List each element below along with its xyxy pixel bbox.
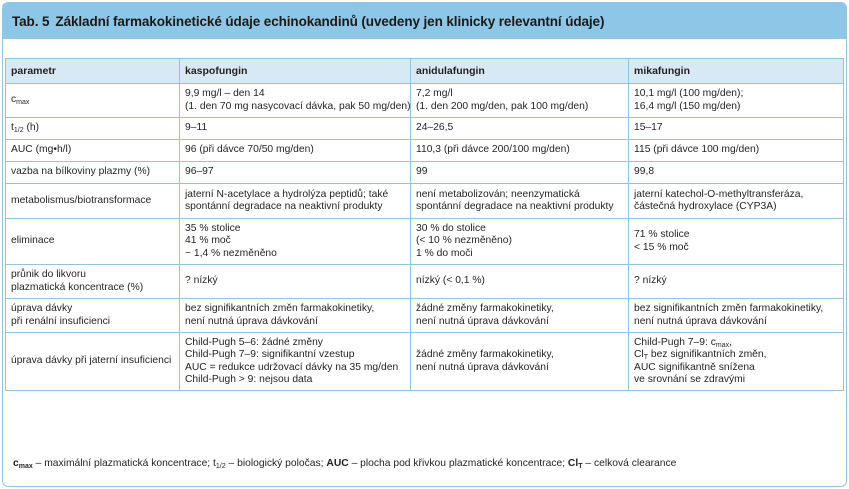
kaspofungin-value-line: 96 (při dávce 70/50 mg/den) — [185, 144, 314, 156]
kaspofungin-cell — [180, 299, 411, 333]
table-row — [6, 219, 844, 265]
anidulafungin-cell — [411, 84, 629, 118]
param-cell — [6, 140, 180, 162]
anidulafungin-value-line: žádné změny farmakokinetiky, — [416, 303, 554, 315]
kaspofungin-value-line: Child-Pugh 5–6: žádné změny — [185, 337, 323, 349]
mikafungin-value-line: bez signifikantních změn farmakokinetiky, — [634, 303, 824, 315]
mikafungin-value-line: AUC signifikantně snížena — [634, 361, 755, 373]
anidulafungin-value-line: 99 — [416, 166, 428, 178]
mikafungin-value-line: 99,8 — [634, 166, 655, 178]
kaspofungin-value-line: 96–97 — [185, 166, 214, 178]
anidulafungin-value-line: není nutná úprava dávkování — [416, 315, 549, 327]
anidulafungin-value-line: (1. den 200 mg/den, pak 100 mg/den) — [416, 100, 589, 112]
mikafungin-cell — [629, 84, 844, 118]
anidulafungin-value-line: není nutná úprava dávkování — [416, 361, 549, 373]
anidulafungin-value-line: 24–26,5 — [416, 122, 454, 134]
mikafungin-value-line: Child-Pugh 7–9: $c_{max}$, — [634, 337, 732, 350]
table-row — [6, 84, 844, 118]
anidulafungin-value-line: není metabolizován; neenzymatická — [416, 188, 580, 200]
mikafungin-value-line: 71 % stolice — [634, 229, 690, 241]
mikafungin-cell — [629, 265, 844, 299]
table-frame — [2, 2, 847, 487]
table-row — [6, 184, 844, 219]
mikafungin-value-line: 16,4 mg/l (150 mg/den) — [634, 100, 741, 112]
anidulafungin-value-line: žádné změny farmakokinetiky, — [416, 349, 554, 361]
table-title: Základní farmakokinetické údaje echinokandinů (uvedeny jen klinicky relevantní údaje) — [55, 13, 605, 29]
param-label-line: úprava dávky — [11, 303, 73, 315]
anidulafungin-cell — [411, 219, 629, 265]
mikafungin-cell — [629, 333, 844, 391]
header-mikafungin: mikafungin — [629, 59, 844, 84]
anidulafungin-value-line: 1 % do moči — [416, 247, 473, 259]
kaspofungin-cell — [180, 265, 411, 299]
kaspofungin-cell — [180, 118, 411, 140]
param-label: úprava dávky při jaterní insuficienci — [11, 355, 172, 367]
mikafungin-value-line: jaterní katechol-O-methyltransferáza, — [634, 188, 804, 200]
param-cell — [6, 162, 180, 184]
mikafungin-value-line: $Cl_T$ bez signifikantních změn, — [634, 349, 767, 362]
kaspofungin-value-line: 35 % stolice — [185, 223, 241, 235]
table-title-bar — [3, 3, 846, 39]
footnote-auc-symbol: AUC — [326, 458, 349, 469]
anidulafungin-cell — [411, 140, 629, 162]
anidulafungin-value-line: (< 10 % nezměněno) — [416, 235, 512, 247]
anidulafungin-cell — [411, 265, 629, 299]
footnote-t-symbol: $t_{1/2}$ — [213, 458, 226, 470]
mikafungin-cell — [629, 184, 844, 219]
table-number: Tab. 5 — [12, 13, 50, 29]
kaspofungin-cell — [180, 140, 411, 162]
mikafungin-value-line: 15–17 — [634, 122, 663, 134]
header-parametr: parametr — [6, 59, 180, 84]
param-cell — [6, 84, 180, 118]
mikafungin-value-line: 115 (při dávce 100 mg/den) — [634, 144, 760, 156]
kaspofungin-value-line: Child-Pugh 7–9: signifikantní vzestup — [185, 349, 355, 361]
kaspofungin-cell — [180, 333, 411, 391]
table-header-row — [6, 59, 844, 84]
mikafungin-cell — [629, 118, 844, 140]
param-label: vazba na bílkoviny plazmy (%) — [11, 166, 151, 178]
param-cell — [6, 333, 180, 391]
table-body — [6, 84, 844, 391]
anidulafungin-cell — [411, 118, 629, 140]
param-label-line: při renální insuficienci — [11, 315, 111, 327]
header-anidulafungin: anidulafungin — [411, 59, 629, 84]
mikafungin-value-line: ? nízký — [634, 275, 667, 287]
anidulafungin-value-line: 30 % do stolice — [416, 223, 486, 235]
footnote-cmax-symbol: $c_{max}$ — [13, 458, 33, 470]
param-cell — [6, 299, 180, 333]
kaspofungin-cell — [180, 184, 411, 219]
param-label: eliminace — [11, 235, 55, 247]
kaspofungin-value-line: 41 % moč — [185, 235, 231, 247]
param-label: AUC (mg•h/l) — [11, 144, 72, 156]
param-label: metabolismus/biotransformace — [11, 194, 152, 206]
mikafungin-value-line: ve srovnání se zdravými — [634, 373, 746, 385]
mikafungin-value-line: 10,1 mg/l (100 mg/den); — [634, 88, 744, 100]
mikafungin-cell — [629, 140, 844, 162]
pharmacokinetics-table — [5, 58, 844, 391]
kaspofungin-value-line: AUC = redukce udržovací dávky na 35 mg/den — [185, 361, 399, 373]
table-row — [6, 162, 844, 184]
kaspofungin-value-line: 9,9 mg/l – den 14 — [185, 88, 265, 100]
param-label: $c_{max}$ — [11, 94, 30, 107]
anidulafungin-value-line: 7,2 mg/l — [416, 88, 453, 100]
kaspofungin-value-line: není nutná úprava dávkování — [185, 315, 318, 327]
header-kaspofungin: kaspofungin — [180, 59, 411, 84]
table-footnote: $c_{max}$ – maximální plazmatická koncentrace; $t_{1/2}$ – biologický poločas; AUC – plocha pod křivkou plazmatické koncentrace; $Cl_T$ – celková clearance — [13, 458, 677, 470]
mikafungin-value-line: částečná hydroxylace (CYP3A) — [634, 201, 777, 212]
kaspofungin-value-line: jaterní N-acetylace a hydrolýza peptidů; také — [185, 188, 389, 200]
table-row — [6, 118, 844, 140]
kaspofungin-value-line: ~ 1,4 % nezměněno — [185, 247, 277, 259]
mikafungin-value-line: < 15 % moč — [634, 241, 689, 253]
anidulafungin-value-line: spontánní degradace na neaktivní produkty — [416, 201, 614, 212]
mikafungin-value-line: není nutná úprava dávkování — [634, 315, 767, 327]
anidulafungin-cell — [411, 333, 629, 391]
param-label-line: plazmatická koncentrace (%) — [11, 281, 144, 293]
table-row — [6, 333, 844, 391]
anidulafungin-cell — [411, 162, 629, 184]
kaspofungin-value-line: (1. den 70 mg nasycovací dávka, pak 50 mg/den) — [185, 100, 411, 112]
table-row — [6, 299, 844, 333]
kaspofungin-cell — [180, 219, 411, 265]
param-cell — [6, 265, 180, 299]
kaspofungin-value-line: spontánní degradace na neaktivní produkty — [185, 201, 383, 212]
anidulafungin-cell — [411, 299, 629, 333]
kaspofungin-value-line: ? nízký — [185, 275, 218, 287]
anidulafungin-value-line: nízký (< 0,1 %) — [416, 275, 485, 287]
table-row — [6, 140, 844, 162]
table-row — [6, 265, 844, 299]
anidulafungin-cell — [411, 184, 629, 219]
anidulafungin-value-line: 110,3 (při dávce 200/100 mg/den) — [416, 144, 570, 156]
kaspofungin-value-line: 9–11 — [185, 122, 208, 134]
param-label-line: průnik do likvoru — [11, 269, 86, 281]
mikafungin-cell — [629, 299, 844, 333]
kaspofungin-value-line: Child-Pugh > 9: nejsou data — [185, 373, 313, 385]
param-cell — [6, 219, 180, 265]
param-label: $t_{1/2}$ (h) — [11, 122, 40, 135]
kaspofungin-cell — [180, 84, 411, 118]
mikafungin-cell — [629, 219, 844, 265]
kaspofungin-cell — [180, 162, 411, 184]
mikafungin-cell — [629, 162, 844, 184]
param-cell — [6, 184, 180, 219]
param-cell — [6, 118, 180, 140]
footnote-cl-symbol: $Cl_T$ — [567, 458, 583, 470]
kaspofungin-value-line: bez signifikantních změn farmakokinetiky, — [185, 303, 375, 315]
